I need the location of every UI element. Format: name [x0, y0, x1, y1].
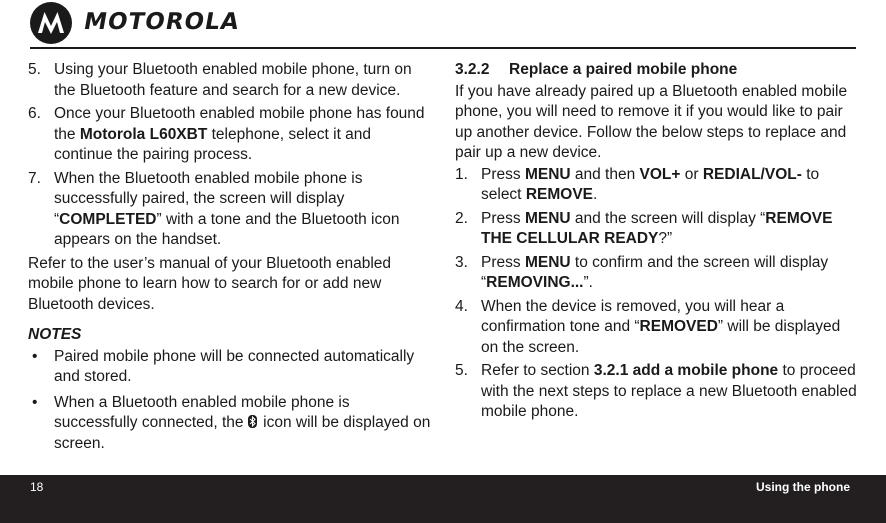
- step-number: 2.: [455, 209, 468, 227]
- screen-message: REMOVING...: [486, 274, 584, 291]
- step-text: to select: [481, 165, 820, 203]
- bluetooth-icon: [248, 415, 257, 428]
- page-footer: [0, 475, 886, 523]
- intro-paragraph: If you have already paired up a Bluetooth enabled mobile phone, you will need to remove it if you would like to pair up another device. Follow the below steps to replace and pair up a new device.: [455, 82, 848, 161]
- step-text: to confirm and the screen will display “: [481, 253, 829, 291]
- step-number: 6.: [28, 105, 41, 122]
- list-item: [455, 253, 860, 294]
- key-label: MENU: [524, 165, 571, 183]
- list-item: [28, 347, 433, 388]
- section-title: Replace a paired mobile phone: [509, 61, 738, 78]
- step-bold-text: Motorola L60XBT: [79, 125, 208, 143]
- step-text: Press: [481, 253, 525, 271]
- step-bold-text: COMPLETED: [59, 210, 157, 228]
- list-item: [455, 361, 860, 423]
- step-text: ” will be displayed on the screen.: [481, 318, 841, 356]
- step-text: ” with a tone and the Bluetooth icon appears on the handset.: [54, 210, 400, 248]
- step-text: or: [680, 165, 703, 183]
- list-item: [455, 209, 860, 250]
- step-number: 4.: [455, 297, 468, 315]
- section-heading: [455, 60, 860, 81]
- list-item: [455, 297, 860, 359]
- step-text: Using your Bluetooth enabled mobile phone, turn on the Bluetooth feature and search for a new device.: [54, 61, 412, 99]
- notes-heading: NOTES: [28, 326, 82, 343]
- section-number: 3.2.2: [455, 61, 490, 78]
- step-text: Press: [481, 209, 525, 227]
- step-text: and then: [570, 165, 640, 183]
- step-number: 1.: [455, 165, 468, 183]
- motorola-logo-icon: [30, 2, 72, 44]
- step-text: When the device is removed, you will hear a confirmation tone and “: [481, 297, 785, 335]
- step-number: 5.: [28, 61, 41, 78]
- key-label: MENU: [524, 209, 571, 227]
- step-text: .: [593, 186, 598, 203]
- step-text: telephone, select it and continue the pairing process.: [54, 125, 372, 163]
- header-divider: [30, 47, 856, 49]
- section-reference: 3.2.1 add a mobile phone: [593, 362, 779, 379]
- list-item: [28, 393, 433, 455]
- page-header: [0, 0, 886, 50]
- key-label: VOL+: [639, 165, 681, 183]
- page-number: 18: [30, 480, 44, 494]
- note-text: icon will be displayed on screen.: [54, 414, 431, 452]
- list-item: [28, 169, 433, 251]
- step-text: to proceed with the next steps to replace a new Bluetooth enabled mobile phone.: [481, 362, 857, 420]
- step-number: 3.: [455, 253, 468, 271]
- screen-message: REMOVED: [639, 318, 718, 335]
- menu-option: REMOVE: [525, 186, 593, 203]
- list-item: [455, 165, 860, 206]
- step-text: and the screen will display “: [570, 209, 766, 227]
- step-text: ?”: [658, 230, 673, 247]
- right-column: [455, 60, 860, 426]
- key-label: MENU: [524, 253, 571, 271]
- step-text: ”.: [583, 274, 593, 291]
- brand-wordmark: MOTOROLA: [81, 9, 242, 35]
- screen-message: REMOVE THE CELLULAR READY: [481, 209, 833, 247]
- footer-title: Using the phone: [756, 480, 850, 494]
- step-text: Refer to section: [481, 362, 594, 379]
- bullet-mark: •: [32, 393, 38, 411]
- note-text: Paired mobile phone will be connected automatically and stored.: [54, 347, 415, 385]
- step-text: When the Bluetooth enabled mobile phone is successfully paired, the screen will display “: [54, 169, 363, 228]
- step-text: Press: [481, 165, 525, 183]
- step-text: Once your Bluetooth enabled mobile phone has found the: [54, 105, 425, 143]
- step-number: 7.: [28, 169, 41, 187]
- list-item: [28, 104, 433, 166]
- step-number: 5.: [455, 362, 468, 379]
- key-label: REDIAL/VOL-: [702, 165, 802, 183]
- left-column: [28, 60, 433, 459]
- bullet-mark: •: [32, 347, 38, 365]
- note-text: When a Bluetooth enabled mobile phone is successfully connected, the: [54, 393, 350, 431]
- body-paragraph: Refer to the user’s manual of your Bluetooth enabled mobile phone to learn how to search for or add new Bluetooth devices.: [28, 254, 392, 313]
- list-item: [28, 60, 433, 101]
